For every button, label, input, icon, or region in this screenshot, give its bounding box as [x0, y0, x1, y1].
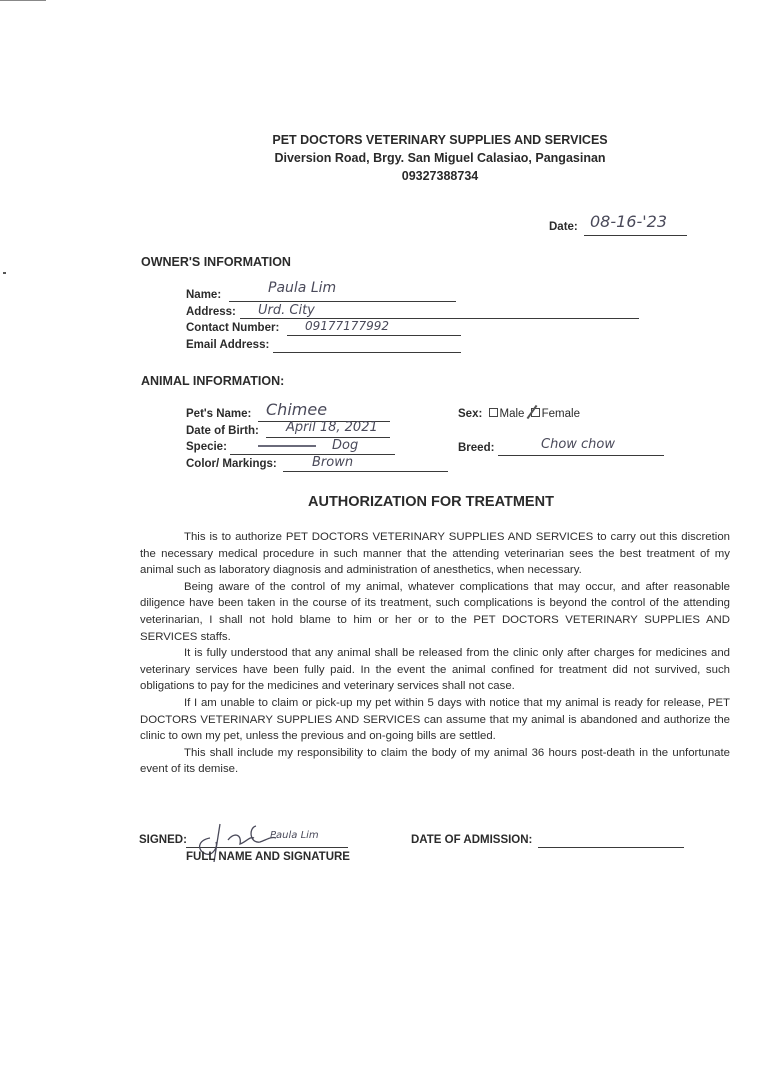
authorization-paragraph: Being aware of the control of my animal, whatever complications that may occur, and after reasonable diligence have been taken in the course of its treatment, such complications is beyond the control of the attending veterinarian, I shall not hold blame to him or her or to the PET DOCTORS VETERINARY SUPPLIES AND SERVICES staffs. — [140, 580, 730, 643]
owner-contact-value: 09177177992 — [305, 319, 389, 333]
owner-address-value: Urd. City — [258, 303, 315, 318]
owner-section-title: OWNER'S INFORMATION — [141, 255, 291, 269]
sex-label: Sex: — [458, 408, 483, 420]
business-address: Diversion Road, Brgy. San Miguel Calasiao, Pangasinan — [274, 151, 606, 165]
owner-name-label: Name: — [186, 289, 222, 301]
signed-label: SIGNED: — [139, 834, 187, 846]
animal-section-title: ANIMAL INFORMATION: — [141, 374, 285, 388]
scan-edge-mark — [0, 0, 46, 1]
dob-value: April 18, 2021 — [286, 420, 378, 435]
color-value: Brown — [312, 455, 354, 470]
scan-dot — [3, 272, 6, 274]
breed-value: Chow chow — [541, 437, 616, 452]
specie-label: Specie: — [186, 441, 227, 453]
owner-address-line — [240, 318, 639, 319]
owner-email-label: Email Address: — [186, 339, 270, 351]
breed-label: Breed: — [458, 442, 495, 454]
authorization-paragraph: If I am unable to claim or pick-up my pet within 5 days with notice that my animal is ready for release, PET DOCTORS VETERINARY SUPPLIES AND SERVICES can assume that my animal is abandoned and authorize the clinic to own my pet, unless the previous and on-going bills are settled. — [140, 696, 730, 743]
authorization-body — [140, 529, 730, 778]
color-line — [283, 471, 448, 472]
sex-male-checkbox[interactable] — [489, 408, 498, 417]
business-phone: 09327388734 — [401, 169, 479, 183]
full-name-signature-label: FULL NAME AND SIGNATURE — [186, 851, 350, 863]
authorization-paragraph: This is to authorize PET DOCTORS VETERINARY SUPPLIES AND SERVICES to carry out this discretion the necessary medical procedure in such manner that the attending veterinarian sees the best treatment of my animal such as laboratory diagnosis and administration of anesthetics, when necessary. — [140, 531, 730, 577]
authorization-title: AUTHORIZATION FOR TREATMENT — [308, 494, 554, 510]
sex-male-label: Male — [499, 408, 525, 420]
owner-contact-label: Contact Number: — [186, 322, 280, 334]
breed-line — [498, 455, 664, 456]
specie-value: Dog — [332, 438, 359, 453]
sex-female-label: Female — [541, 408, 580, 420]
authorization-paragraph: This shall include my responsibility to claim the body of my animal 36 hours post-death in the unfortunate event of its demise. — [140, 746, 730, 776]
specie-strikethrough-scribble — [258, 445, 316, 447]
pet-name-value: Chimee — [266, 400, 328, 419]
sex-field — [458, 408, 580, 420]
signed-name-value: Paula Lim — [270, 830, 319, 841]
owner-email-line — [273, 352, 461, 353]
authorization-paragraph: It is fully understood that any animal shall be released from the clinic only after charges for medicines and veterinary services have been fully paid. In the event the animal confined for treatment did not survived, such obligations to pay for the medicines and veterinary services shall not case. — [140, 647, 730, 693]
date-line — [584, 235, 687, 236]
admission-date-label: DATE OF ADMISSION: — [411, 834, 533, 846]
dob-line — [266, 437, 390, 438]
owner-name-value: Paula Lim — [268, 280, 337, 296]
sex-female-checkbox[interactable] — [531, 408, 540, 417]
admission-date-line — [538, 847, 684, 848]
date-label: Date: — [549, 221, 578, 233]
owner-contact-line — [287, 335, 461, 336]
pet-name-label: Pet's Name: — [186, 408, 252, 420]
check-mark-icon — [526, 405, 537, 419]
owner-name-line — [229, 301, 456, 302]
owner-address-label: Address: — [186, 306, 236, 318]
business-name: PET DOCTORS VETERINARY SUPPLIES AND SERVICES — [272, 133, 608, 147]
dob-label: Date of Birth: — [186, 425, 259, 437]
date-value: 08-16-'23 — [590, 212, 668, 231]
color-label: Color/ Markings: — [186, 458, 277, 470]
